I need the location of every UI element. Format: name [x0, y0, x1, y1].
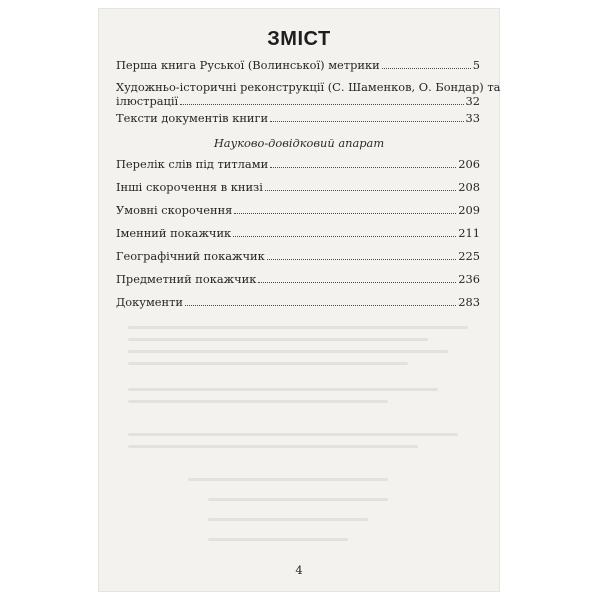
toc-entry[interactable]: [116, 58, 480, 72]
toc-entry[interactable]: [116, 249, 480, 263]
leader-dots: [265, 189, 456, 191]
leader-dots: [234, 212, 456, 214]
leader-dots: [270, 120, 463, 122]
toc-entry[interactable]: [116, 226, 480, 240]
toc-entry-page: 225: [458, 249, 480, 263]
leader-dots: [258, 281, 456, 283]
leader-dots: [180, 103, 463, 105]
toc-entry-text: Іменний покажчик: [116, 226, 232, 240]
toc-entry[interactable]: [116, 272, 480, 286]
toc-entry-text: Художньо-історичні реконструкції (С. Шаменков, О. Бондар) та: [116, 80, 501, 94]
toc-entry[interactable]: [116, 80, 501, 108]
document-page: [98, 8, 500, 592]
toc-entry[interactable]: [116, 180, 480, 194]
toc-entry-page: 5: [472, 58, 480, 72]
toc-entry-text: Перша книга Руської (Волинської) метрики: [116, 58, 380, 72]
toc-entry-page: 236: [458, 272, 480, 286]
page-number: 4: [295, 563, 303, 577]
toc-entry-text: Інші скорочення в книзі: [116, 180, 263, 194]
toc-entry[interactable]: [116, 111, 480, 125]
toc-entry[interactable]: [116, 295, 480, 309]
toc-entry-page: 206: [458, 157, 480, 171]
toc-entry-page: 208: [458, 180, 480, 194]
toc-entry-text: Умовні скорочення: [116, 203, 233, 217]
toc-entry-text: Перелік слів під титлами: [116, 157, 269, 171]
section-heading: Науково-довідковий апарат: [213, 136, 385, 150]
toc-title: ЗМІСТ: [267, 28, 331, 50]
toc-entry[interactable]: [116, 157, 480, 171]
toc-entry[interactable]: [116, 203, 480, 217]
toc-entry-page: 209: [458, 203, 480, 217]
toc-entry-page: 33: [465, 111, 480, 125]
leader-dots: [267, 258, 456, 260]
toc-entry-text: Тексти документів книги: [116, 111, 269, 125]
toc-entry-text: Документи: [116, 295, 184, 309]
toc-entry-text-continued: ілюстрації: [116, 94, 179, 108]
toc-entry-page: 283: [458, 295, 480, 309]
toc-entry-page: 211: [458, 226, 480, 240]
toc-entry-text: Предметний покажчик: [116, 272, 257, 286]
toc-entry-text: Географічний покажчик: [116, 249, 265, 263]
leader-dots: [233, 235, 456, 237]
leader-dots: [270, 166, 456, 168]
toc-entry-page: 32: [465, 94, 480, 108]
leader-dots: [185, 304, 456, 306]
leader-dots: [382, 67, 471, 69]
